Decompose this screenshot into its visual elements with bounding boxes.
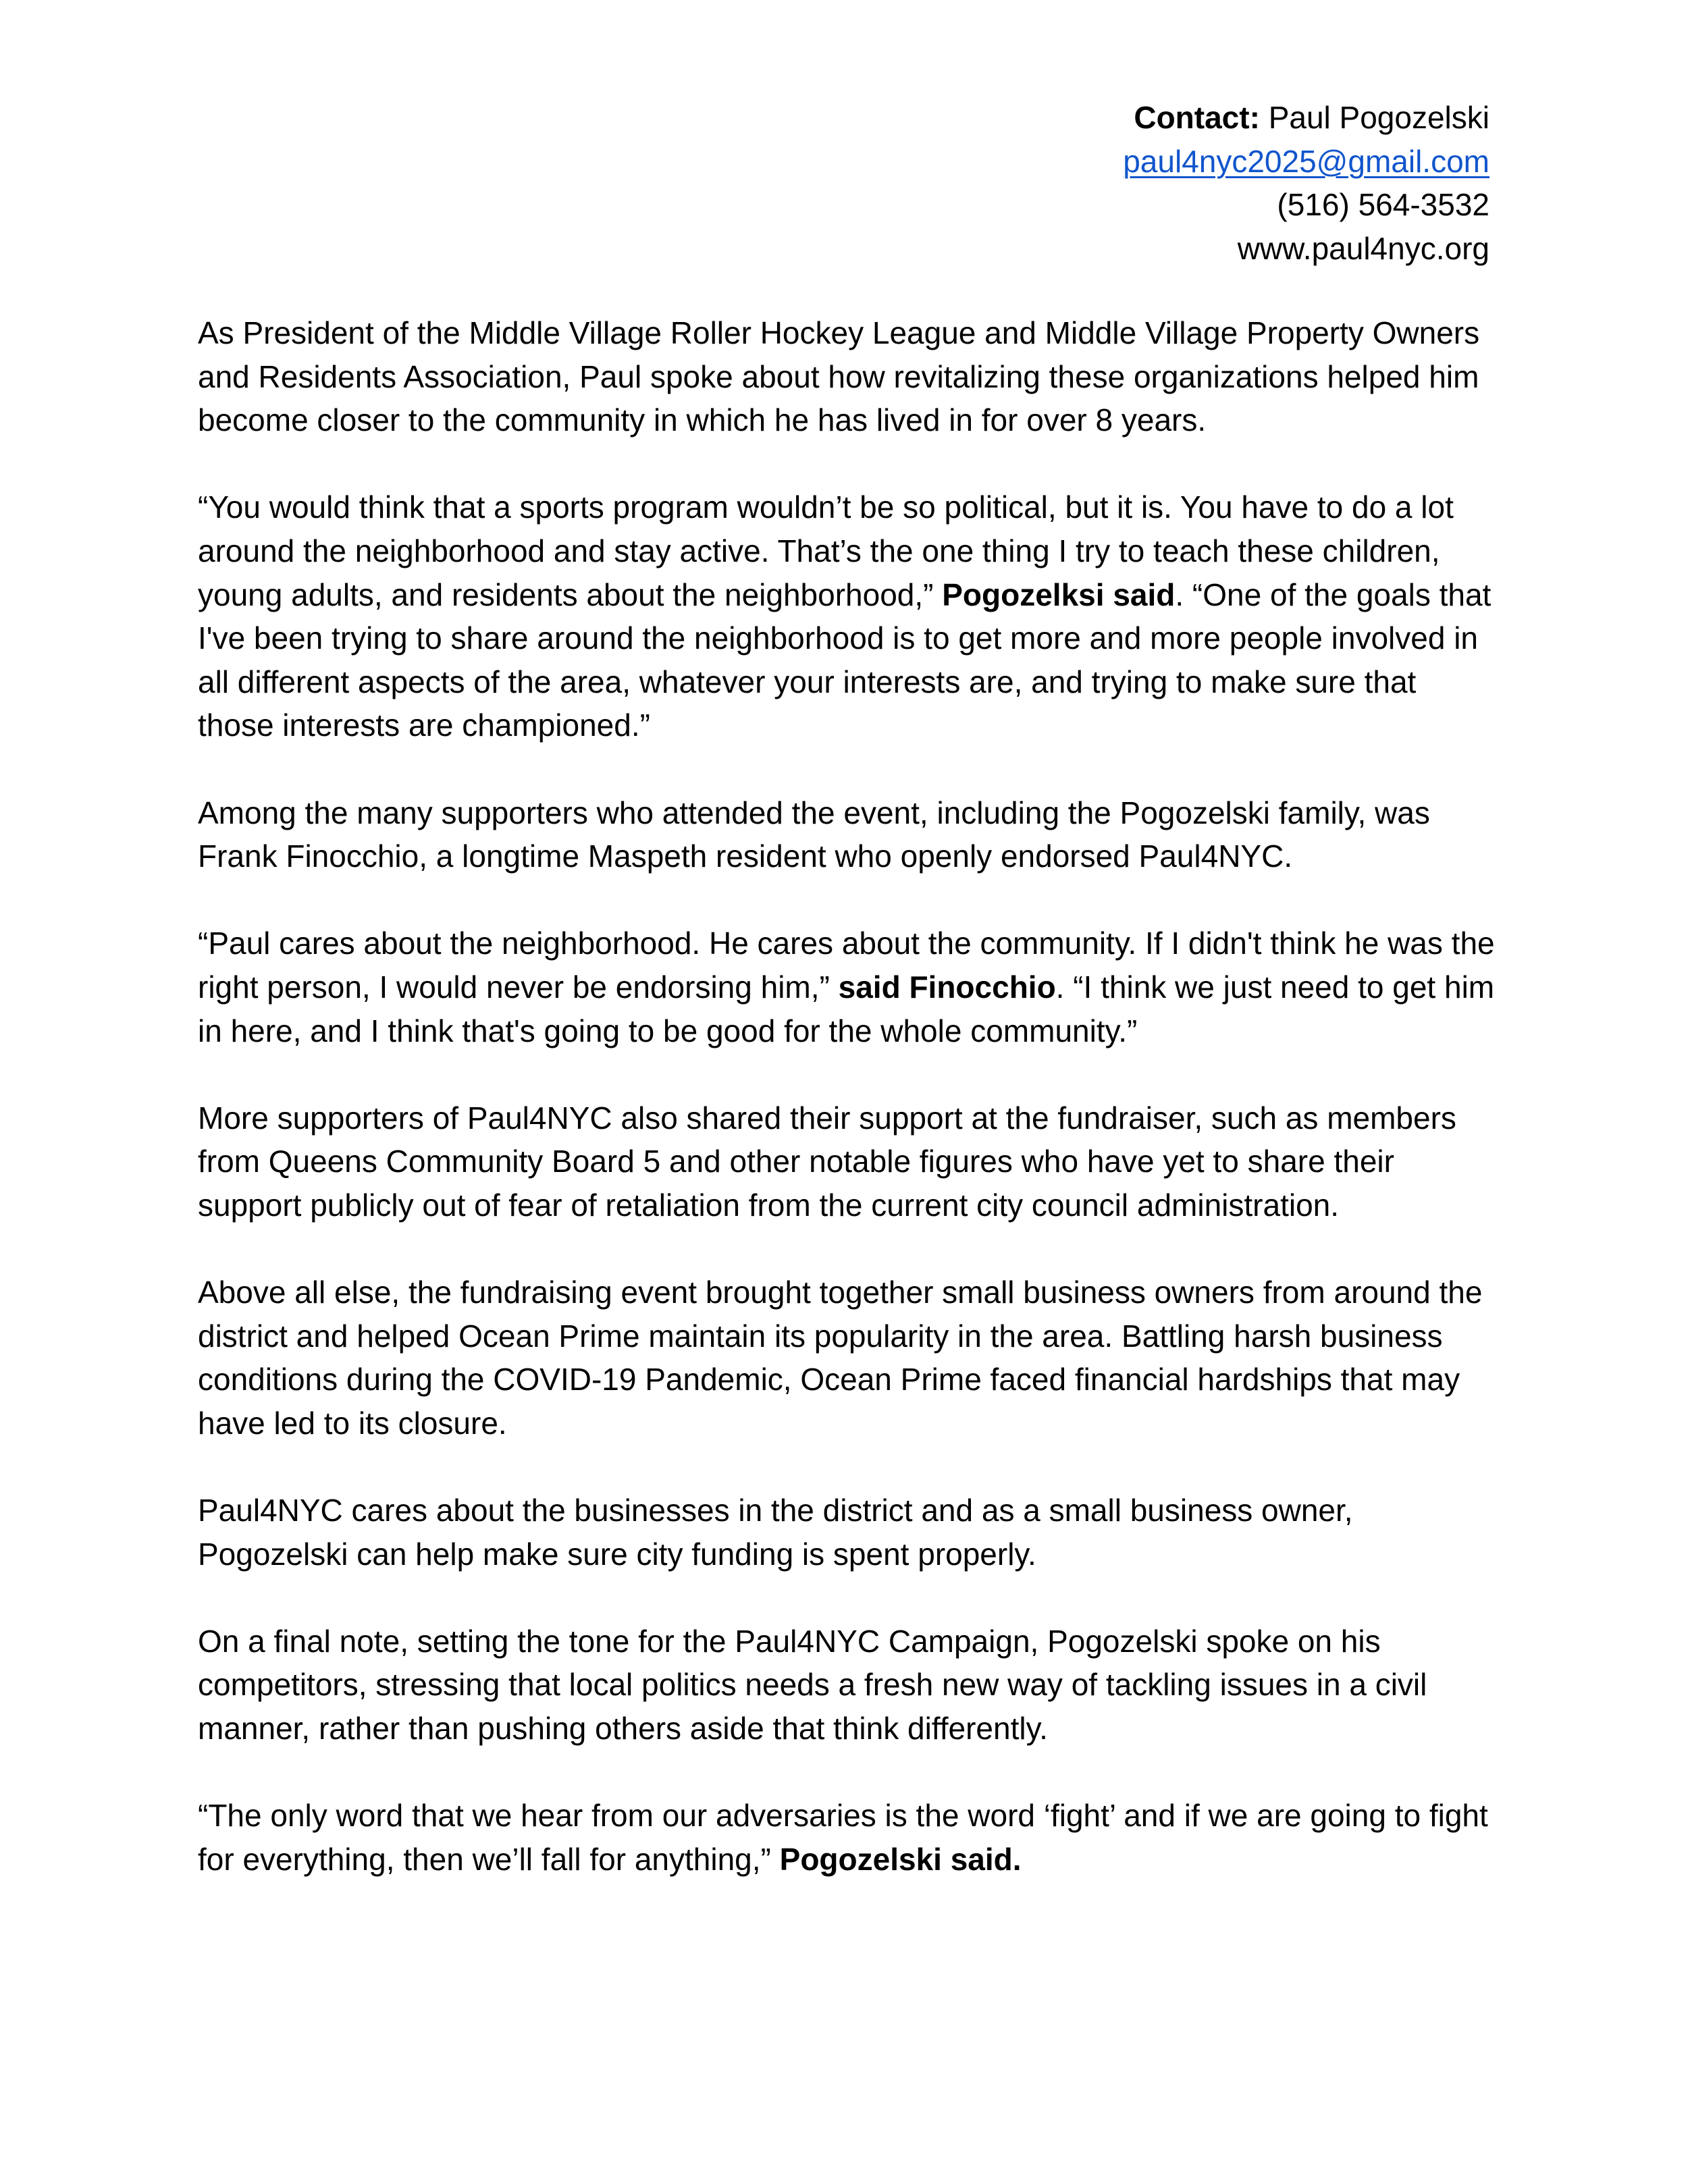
paragraph-4	[198, 922, 1498, 1053]
paragraph-4-attribution: said Finocchio	[838, 969, 1056, 1005]
paragraph-8: On a final note, setting the tone for the Paul4NYC Campaign, Pogozelski spoke on his competitors, stressing that local politics needs a fresh new way of tackling issues in a civil manner, rather than pushing others aside that think differently.	[198, 1623, 1427, 1746]
paragraph-1: As President of the Middle Village Roller Hockey League and Middle Village Property Owners and Residents Association, Paul spoke about how revitalizing these organizations helped him become closer to the community in which he has lived in for over 8 years.	[198, 315, 1480, 438]
contact-name-line	[1123, 96, 1489, 140]
contact-phone: (516) 564-3532	[1277, 187, 1489, 222]
paragraph-2	[198, 485, 1498, 747]
paragraph-2-text-b: . “One of the goals that I've been trying to share around the neighborhood is to get more and more people involved in all different aspects of the area, whatever your interests are, and trying to make sure that those interests are championed.”	[198, 577, 1492, 743]
contact-name: Paul Pogozelski	[1268, 100, 1489, 135]
paragraph-4-text-b: . “I think we just need to get him in here, and I think that's going to be good for the whole community.”	[198, 969, 1495, 1048]
paragraph-7: Paul4NYC cares about the businesses in the district and as a small business owner, Pogozelski can help make sure city funding is spent properly.	[198, 1493, 1353, 1572]
contact-email-line	[1123, 140, 1489, 184]
paragraph-3: Among the many supporters who attended the event, including the Pogozelski family, was Frank Finocchio, a longtime Maspeth resident who openly endorsed Paul4NYC.	[198, 795, 1430, 874]
paragraph-2-attribution: Pogozelksi said	[942, 577, 1176, 612]
paragraph-4-text-a: “Paul cares about the neighborhood. He cares about the community. If I didn't think he was the right person, I would never be endorsing him,”	[198, 926, 1495, 1005]
paragraph-9-text-a: “The only word that we hear from our adversaries is the word ‘fight’ and if we are going to fight for everything, then we’ll fall for anything,”	[198, 1798, 1488, 1877]
press-release-body	[198, 311, 1498, 1881]
paragraph-5: More supporters of Paul4NYC also shared their support at the fundraiser, such as members from Queens Community Board 5 and other notable figures who have yet to share their support publicly out of fear of retaliation from the current city council administration.	[198, 1100, 1456, 1223]
paragraph-9-attribution: Pogozelski said.	[779, 1841, 1022, 1877]
contact-block	[1123, 96, 1489, 270]
paragraph-6: Above all else, the fundraising event brought together small business owners from around the district and helped Ocean Prime maintain its popularity in the area. Battling harsh business conditions during the COVID-19 Pandemic, Ocean Prime faced financial hardships that may have led to its closure.	[198, 1275, 1483, 1441]
paragraph-2-text-a: “You would think that a sports program wouldn’t be so political, but it is. You have to do a lot around the neighborhood and stay active. That’s the one thing I try to teach these children, young adults, and residents about the neighborhood,”	[198, 489, 1454, 612]
contact-email-link[interactable]: paul4nyc2025@gmail.com	[1123, 143, 1489, 179]
contact-website: www.paul4nyc.org	[1237, 230, 1489, 266]
contact-label: Contact:	[1134, 100, 1260, 135]
paragraph-9	[198, 1794, 1498, 1881]
